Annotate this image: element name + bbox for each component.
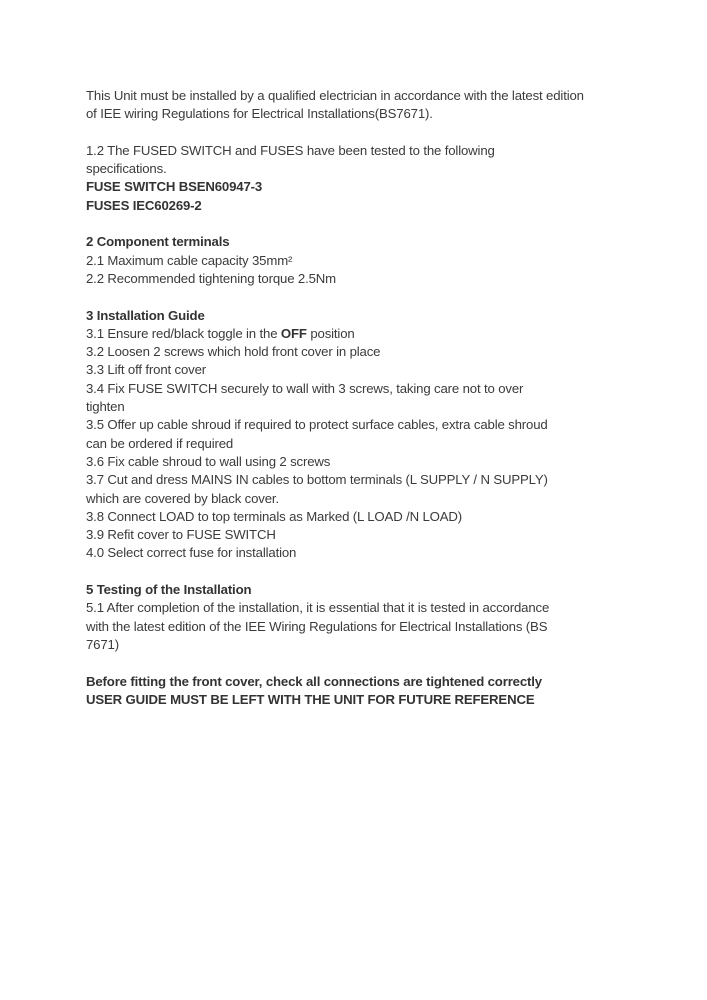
text: can be ordered if required — [86, 435, 234, 451]
text: 2.1 Maximum cable capacity 35mm² — [86, 252, 293, 268]
text-line — [86, 233, 631, 251]
text: with the latest edition of the IEE Wiring Regulations for Electrical Installations (BS — [86, 618, 548, 634]
text-line — [86, 471, 631, 489]
text: tighten — [86, 399, 125, 415]
text-line — [86, 307, 631, 325]
bold-text: USER GUIDE MUST BE LEFT WITH THE UNIT FOR FUTURE REFERENCE — [86, 691, 535, 707]
text: 3.7 Cut and dress MAINS IN cables to bottom terminals (L SUPPLY / N SUPPLY) — [86, 472, 548, 488]
text-line — [86, 142, 631, 160]
paragraph-final-warning — [86, 673, 631, 710]
text: 1.2 The FUSED SWITCH and FUSES have been tested to the following — [86, 142, 495, 158]
bold-text: FUSES IEC60269-2 — [86, 197, 202, 213]
text-line — [86, 178, 631, 196]
bold-text: 5 Testing of the Installation — [86, 582, 252, 598]
paragraph-specifications — [86, 142, 631, 215]
text: 4.0 Select correct fuse for installation — [86, 545, 297, 561]
text-line — [86, 361, 631, 379]
text-line — [86, 252, 631, 270]
document-body — [86, 87, 631, 709]
paragraph-component-terminals — [86, 233, 631, 288]
text: which are covered by black cover. — [86, 490, 279, 506]
text-line — [86, 618, 631, 636]
text-line — [86, 398, 631, 416]
text-line — [86, 599, 631, 617]
text: 3.1 Ensure red/black toggle in the — [86, 325, 281, 341]
paragraph-installation-guide — [86, 307, 631, 563]
bold-text: 2 Component terminals — [86, 234, 230, 250]
paragraph-intro — [86, 87, 631, 124]
text: 3.5 Offer up cable shroud if required to protect surface cables, extra cable shroud — [86, 417, 548, 433]
text: 3.6 Fix cable shroud to wall using 2 screws — [86, 453, 331, 469]
text-line — [86, 673, 631, 691]
text: This Unit must be installed by a qualified electrician in accordance with the latest edition — [86, 88, 584, 103]
text-line — [86, 636, 631, 654]
text-line — [86, 343, 631, 361]
bold-text: OFF — [280, 325, 307, 341]
text-line — [86, 508, 631, 526]
text-line — [86, 581, 631, 599]
text-line — [86, 453, 631, 471]
text-line — [86, 490, 631, 508]
bold-text: Before fitting the front cover, check all connections are tightened correctly — [86, 673, 542, 689]
text: position — [306, 325, 355, 341]
text-line — [86, 160, 631, 178]
text: 3.3 Lift off front cover — [86, 362, 207, 378]
text-line — [86, 270, 631, 288]
text: 3.2 Loosen 2 screws which hold front cover in place — [86, 344, 381, 360]
text-line — [86, 380, 631, 398]
paragraph-testing — [86, 581, 631, 654]
bold-text: FUSE SWITCH BSEN60947-3 — [86, 179, 263, 195]
text: 2.2 Recommended tightening torque 2.5Nm — [86, 270, 336, 286]
bold-text: 3 Installation Guide — [86, 307, 205, 323]
text: 5.1 After completion of the installation, it is essential that it is tested in accordance — [86, 600, 550, 616]
text-line — [86, 691, 631, 709]
text: 3.9 Refit cover to FUSE SWITCH — [86, 527, 276, 543]
text-line — [86, 197, 631, 215]
text-line — [86, 105, 631, 123]
text-line — [86, 325, 631, 343]
text-line — [86, 416, 631, 434]
text: specifications. — [86, 161, 167, 177]
text-line — [86, 87, 631, 105]
text: of IEE wiring Regulations for Electrical Installations(BS7671). — [86, 106, 433, 122]
text-line — [86, 435, 631, 453]
text: 7671) — [86, 636, 119, 652]
text: 3.4 Fix FUSE SWITCH securely to wall with 3 screws, taking care not to over — [86, 380, 524, 396]
text: 3.8 Connect LOAD to top terminals as Marked (L LOAD /N LOAD) — [86, 508, 463, 524]
text-line — [86, 526, 631, 544]
text-line — [86, 544, 631, 562]
